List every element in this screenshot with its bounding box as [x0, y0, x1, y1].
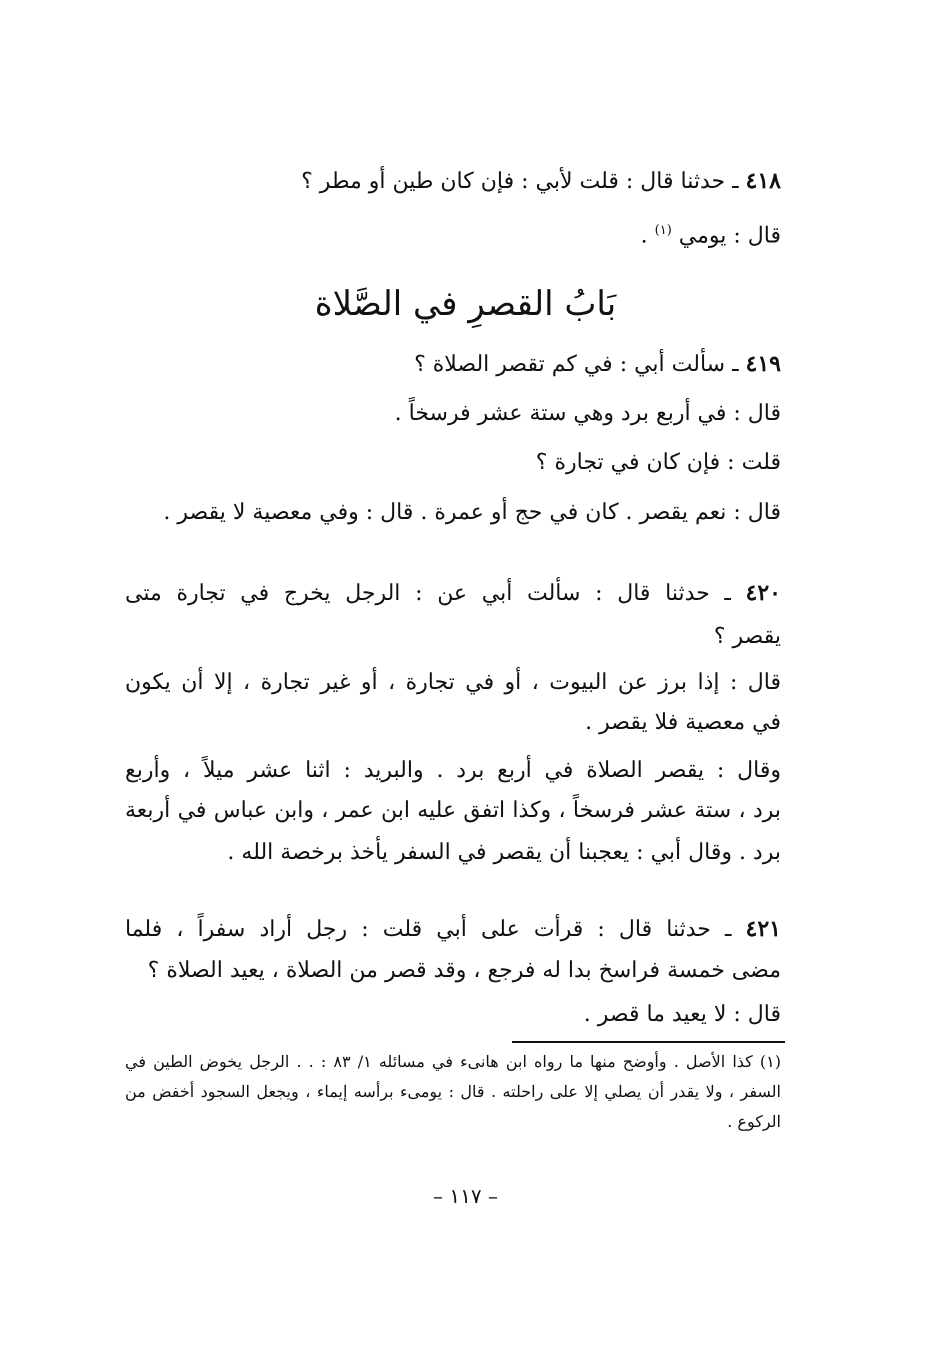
entry-text: مضى خمسة فراسخ بدا له فرجع ، وقد قصر من الصلاة ، يعيد الصلاة ؟ — [147, 958, 781, 983]
entry-419-line-1 — [125, 349, 781, 380]
entry-text: ـ حدثنا قال : سألت أبي عن : الرجل يخرج في تجارة متى — [125, 581, 731, 606]
entry-418-line-1 — [125, 166, 781, 197]
entry-text: قال : نعم يقصر . كان في حج أو عمرة . قال : وفي معصية لا يقصر . — [163, 500, 781, 525]
entry-420-line-3 — [125, 668, 781, 698]
entry-number: ٤١٨ — [745, 168, 781, 194]
entry-421-line-3 — [125, 1000, 781, 1030]
entry-text: برد ، ستة عشر فرسخاً ، وكذا اتفق عليه ابن عمر ، وابن عباس في أربعة — [125, 798, 781, 823]
entry-421-line-1 — [125, 914, 781, 945]
entry-420-line-1 — [125, 578, 781, 609]
entry-text: قال : لا يعيد ما قصر . — [583, 1002, 781, 1027]
entry-text: وقال : يقصر الصلاة في أربع برد . والبريد : اثنا عشر ميلاً ، وأربع — [125, 758, 781, 783]
entry-text: ـ سألت أبي : في كم تقصر الصلاة ؟ — [414, 352, 739, 377]
footnote-line-2 — [125, 1078, 781, 1106]
footnote-divider — [512, 1041, 785, 1043]
entry-text: قال : في أربع برد وهي ستة عشر فرسخاً . — [394, 401, 781, 426]
entry-420-line-4 — [125, 708, 781, 738]
entry-text: ـ حدثنا قال : قرأت على أبي قلت : رجل أراد سفراً ، فلما — [125, 917, 732, 942]
entry-421-line-2 — [125, 956, 781, 986]
footnote-line-1 — [125, 1048, 781, 1076]
entry-420-line-7 — [125, 838, 781, 868]
entry-text: قال : يومي — [678, 223, 781, 249]
footnote-text: (١) كذا الأصل . وأوضح منها ما رواه ابن هانىء في مسائله ١/ ٨٣ : . . الرجل يخوض الطين في — [125, 1052, 781, 1071]
entry-number: ٤٢٠ — [745, 580, 781, 606]
entry-text: في معصية فلا يقصر . — [585, 710, 781, 735]
entry-420-line-5 — [125, 756, 781, 786]
entry-420-line-6 — [125, 796, 781, 826]
entry-number: ٤١٩ — [745, 351, 781, 377]
entry-text: برد . وقال أبي : يعجبنا أن يقصر في السفر يأخذ برخصة الله . — [227, 840, 781, 865]
entry-text: يقصر ؟ — [713, 624, 781, 649]
page-number: – ١١٧ – — [433, 1184, 498, 1208]
entry-text: ـ حدثنا قال : قلت لأبي : فإن كان طين أو مطر ؟ — [301, 169, 739, 194]
entry-418-line-2 — [125, 216, 781, 251]
chapter-title: بَابُ القصرِ في الصَّلاة — [314, 284, 617, 324]
entry-text: قلت : فإن كان في تجارة ؟ — [535, 450, 781, 475]
entry-419-line-3 — [125, 448, 781, 478]
footnote-reference: (١) — [654, 223, 672, 238]
footnote-line-3 — [125, 1108, 781, 1136]
footnote-text: الركوع . — [727, 1112, 781, 1131]
entry-419-line-2 — [125, 399, 781, 429]
entry-text: قال : إذا برز عن البيوت ، أو في تجارة ، أو غير تجارة ، إلا أن يكون — [125, 670, 781, 695]
entry-420-line-2 — [125, 622, 781, 652]
footnote-text: السفر ، ولا يقدر أن يصلي إلا على راحلته . قال : يومىء برأسه إيماء ، ويجعل السجود أخفض من — [125, 1082, 782, 1101]
entry-text: . — [640, 223, 648, 249]
entry-419-line-4 — [125, 498, 781, 528]
entry-number: ٤٢١ — [745, 916, 781, 942]
